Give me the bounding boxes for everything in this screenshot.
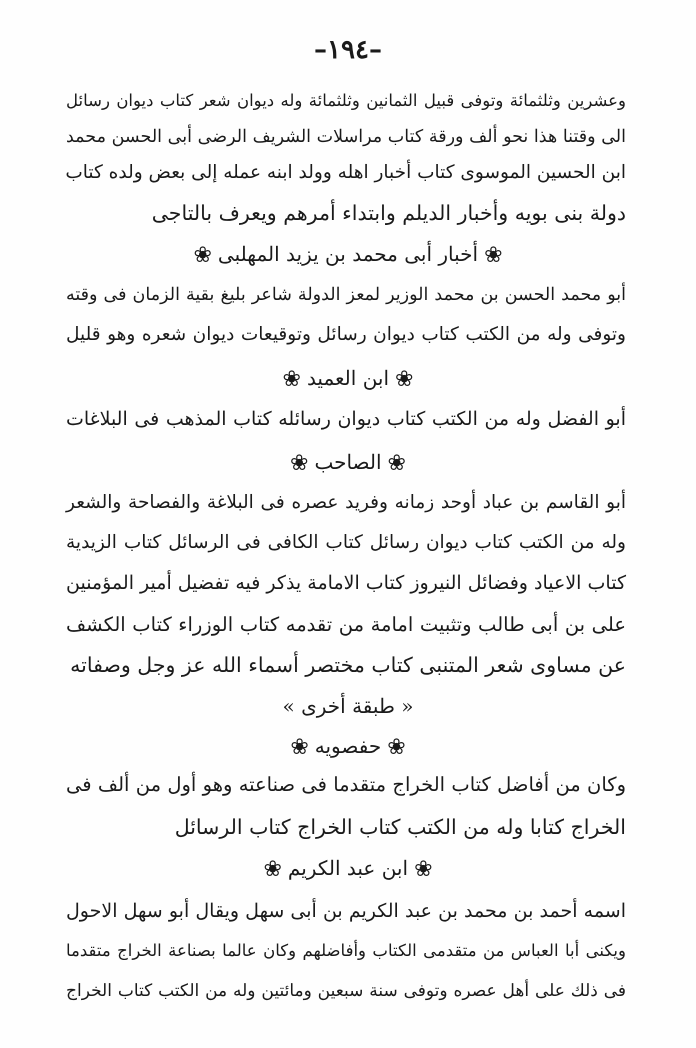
flower-ornament-icon: ❀ xyxy=(414,856,433,882)
flower-ornament-icon: ❀ xyxy=(484,242,503,268)
flower-ornament-icon: ❀ xyxy=(263,856,282,882)
text-line: دولة بنى بويه وأخبار الديلم وابتداء أمرهم ويعرف بالتاجى xyxy=(151,201,626,225)
text-line: ويكنى أبا العباس من متقدمى الكتاب وأفاضلهم وكان عالما بصناعة الخراج متقدما xyxy=(66,941,626,960)
text-line: أبو محمد الحسن بن محمد الوزير لمعز الدولة شاعر بليغ بقية الزمان فى وقته xyxy=(66,285,626,305)
text-line: ابن الحسين الموسوى كتاب أخبار اهله وولد ابنه عمله إلى بعض ولده كتاب xyxy=(65,162,626,183)
heading-text: ابن العميد xyxy=(306,366,390,390)
flower-ornament-icon: ❀ xyxy=(387,450,406,476)
heading-text: ابن عبد الكريم xyxy=(287,856,409,880)
section-heading xyxy=(0,446,696,480)
text-line: فى ذلك على أهل عصره وتوفى سنة سبعين ومائتين وله من الكتب كتاب الخراج xyxy=(66,981,626,1001)
text-line: كتاب الاعياد وفضائل النيروز كتاب الامامة يذكر فيه تفضيل أمير المؤمنين xyxy=(66,572,626,594)
text-line: الخراج كتابا وله من الكتب كتاب الخراج كتاب الرسائل xyxy=(174,815,626,839)
flower-ornament-icon: ❀ xyxy=(395,366,414,392)
text-line: وعشرين وثلثمائة وتوفى قبيل الثمانين وثلثمائة وله ديوان شعر كتاب ديوان رسائل xyxy=(66,91,626,110)
text-line: على بن أبى طالب وتثبيت امامة من تقدمه كتاب الوزراء كتاب الكشف xyxy=(66,613,626,636)
text-line: أبو الفضل وله من الكتب كتاب ديوان رسائله كتاب المذهب فى البلاغات xyxy=(66,408,626,430)
subheading: « طبقة أخرى » xyxy=(282,694,414,718)
section-heading xyxy=(0,362,696,396)
page-number: –١٩٤– xyxy=(314,35,382,65)
text-line: وتوفى وله من الكتب كتاب ديوان رسائل وتوقيعات ديوان شعره وهو قليل xyxy=(66,324,626,345)
flower-ornament-icon: ❀ xyxy=(193,242,212,268)
text-line: وله من الكتب كتاب ديوان رسائل كتاب الكافى فى الرسائل كتاب الزيدية xyxy=(66,532,626,553)
text-line: وكان من أفاضل كتاب الخراج متقدما فى صناعته وهو أول من ألف فى xyxy=(66,773,626,796)
text-line: الى وقتنا هذا نحو ألف ورقة كتاب مراسلات الشريف الرضى أبى الحسن محمد xyxy=(66,127,626,147)
text-line: أبو القاسم بن عباد أوحد زمانه وفريد عصره فى البلاغة والفصاحة والشعر xyxy=(66,492,626,513)
flower-ornament-icon: ❀ xyxy=(387,734,406,760)
section-heading xyxy=(0,238,696,272)
flower-ornament-icon: ❀ xyxy=(290,734,309,760)
text-line: عن مساوى شعر المتنبى كتاب مختصر أسماء الله عز وجل وصفاته xyxy=(70,653,626,677)
section-heading xyxy=(0,730,696,764)
text-line: اسمه أحمد بن محمد بن عبد الكريم بن أبى سهل ويقال أبو سهل الاحول xyxy=(66,900,626,922)
heading-text: الصاحب xyxy=(314,450,382,474)
flower-ornament-icon: ❀ xyxy=(282,366,301,392)
section-heading xyxy=(0,852,696,886)
flower-ornament-icon: ❀ xyxy=(290,450,309,476)
heading-text: أخبار أبى محمد بن يزيد المهلبى xyxy=(217,242,479,266)
heading-text: حفصويه xyxy=(314,734,382,758)
